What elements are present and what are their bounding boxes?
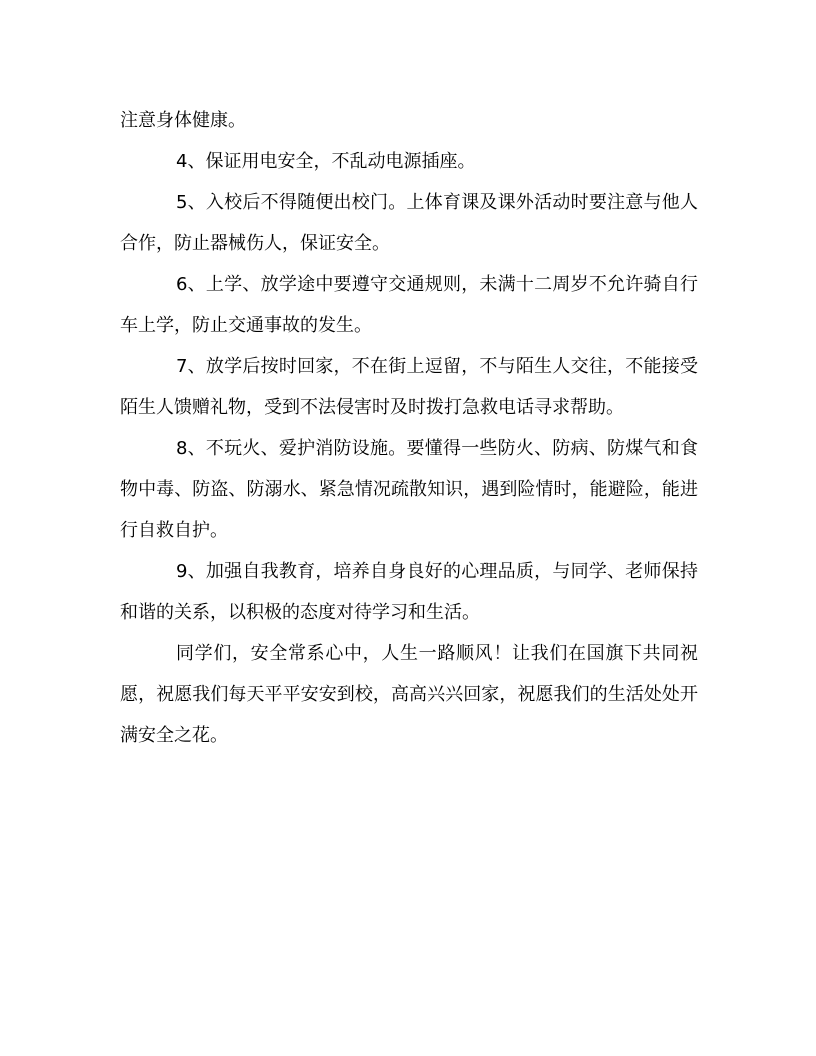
paragraph-closing: 同学们，安全常系心中，人生一路顺风！让我们在国旗下共同祝愿，祝愿我们每天平平安安到校，高高兴兴回家，祝愿我们的生活处处开满安全之花。 [120,643,698,746]
paragraph-continuation: 注意身体健康。 [120,110,246,131]
paragraph-item-9: 9、加强自我教育，培养自身良好的心理品质，与同学、老师保持和谐的关系，以积极的态度对待学习和生活。 [120,561,698,623]
paragraph-item-5: 5、入校后不得随便出校门。上体育课及课外活动时要注意与他人合作，防止器械伤人，保证安全。 [120,192,698,254]
document-body [120,100,698,756]
paragraph-item-4: 4、保证用电安全，不乱动电源插座。 [176,151,476,172]
paragraph-item-7: 7、放学后按时回家，不在街上逗留，不与陌生人交往，不能接受陌生人馈赠礼物，受到不法侵害时及时拨打急救电话寻求帮助。 [120,356,698,418]
paragraph-item-8: 8、不玩火、爱护消防设施。要懂得一些防火、防病、防煤气和食物中毒、防盗、防溺水、紧急情况疏散知识，遇到险情时，能避险，能进行自救自护。 [120,438,698,541]
paragraph-item-6: 6、上学、放学途中要遵守交通规则，未满十二周岁不允许骑自行车上学，防止交通事故的发生。 [120,274,698,336]
